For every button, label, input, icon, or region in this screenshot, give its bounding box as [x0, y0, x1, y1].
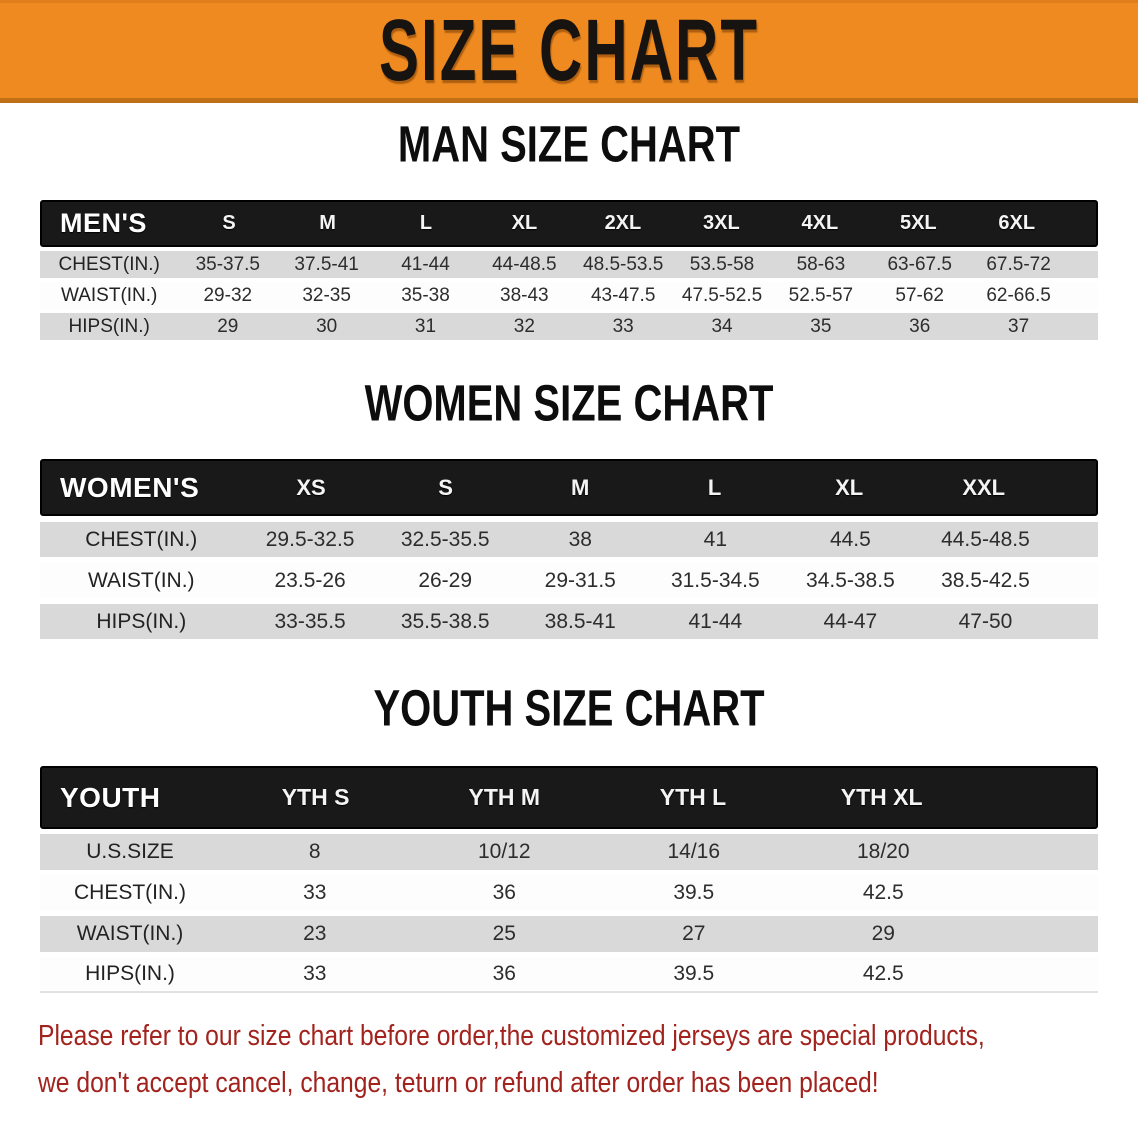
- value-cell: 37.5-41: [294, 253, 359, 275]
- value-cell: 58-63: [796, 253, 846, 275]
- value-cell: 37: [1008, 315, 1030, 337]
- men-section: [0, 116, 1138, 340]
- value-cell: 43-47.5: [590, 284, 656, 306]
- value-cell: 23: [303, 922, 327, 945]
- value-cell: 33: [303, 881, 327, 904]
- value-cell: 27: [682, 922, 706, 945]
- table-title-cell: MEN'S: [60, 208, 147, 238]
- value-cell: 53.5-58: [689, 253, 755, 275]
- value-cell: 67.5-72: [986, 253, 1051, 275]
- women-section-heading: [0, 375, 1138, 439]
- value-cell: 34.5-38.5: [806, 568, 895, 592]
- youth-size-table: [40, 766, 1098, 993]
- size-header-cell: 2XL: [604, 212, 642, 234]
- value-cell: 35.5-38.5: [400, 609, 490, 633]
- value-cell: 29: [871, 922, 895, 945]
- value-cell: 33: [303, 962, 327, 985]
- table-row: [40, 309, 1098, 340]
- value-cell: 32-35: [302, 284, 351, 306]
- value-cell: 36: [492, 962, 516, 985]
- value-cell: 38.5-41: [544, 609, 616, 633]
- value-cell: 57-62: [895, 284, 945, 306]
- measure-label-cell: HIPS(IN.): [68, 315, 150, 337]
- table-row: [40, 516, 1098, 557]
- value-cell: 39.5: [673, 962, 715, 985]
- table-row: [40, 278, 1098, 309]
- measure-label-cell: WAIST(IN.): [60, 284, 158, 306]
- table-header-row: [40, 459, 1098, 516]
- value-cell: 31.5-34.5: [670, 568, 760, 592]
- measure-label-cell: CHEST(IN.): [85, 527, 198, 551]
- value-cell: 32.5-35.5: [400, 527, 490, 551]
- value-cell: 42.5: [862, 881, 904, 904]
- value-cell: 38-43: [500, 284, 549, 306]
- size-header-cell: XL: [511, 212, 538, 234]
- table-header-row: [40, 200, 1098, 247]
- value-cell: 47.5-52.5: [681, 284, 763, 306]
- value-cell: 41: [703, 527, 727, 551]
- value-cell: 10/12: [477, 840, 531, 863]
- value-cell: 32: [513, 315, 535, 337]
- value-cell: 29: [217, 315, 239, 337]
- value-cell: 42.5: [862, 962, 904, 985]
- size-header-cell: 6XL: [998, 212, 1036, 234]
- value-cell: 52.5-57: [788, 284, 854, 306]
- value-cell: 30: [316, 315, 338, 337]
- men-heading-text: MAN SIZE CHART: [397, 116, 741, 174]
- value-cell: 33: [612, 315, 634, 337]
- table-row: [40, 598, 1098, 639]
- measure-label-cell: WAIST(IN.): [88, 568, 195, 592]
- measure-label-cell: WAIST(IN.): [76, 922, 184, 945]
- value-cell: 23.5-26: [274, 568, 346, 592]
- value-cell: 38.5-42.5: [941, 568, 1030, 592]
- value-cell: 44-48.5: [492, 253, 557, 275]
- women-heading-text: WOMEN SIZE CHART: [364, 375, 774, 433]
- women-section: [0, 375, 1138, 639]
- value-cell: 44.5: [829, 527, 871, 551]
- value-cell: 62-66.5: [986, 284, 1051, 306]
- table-row: [40, 952, 1098, 993]
- value-cell: 29-31.5: [544, 568, 616, 592]
- size-header-cell: YTH XL: [840, 784, 923, 810]
- value-cell: 14/16: [667, 840, 721, 863]
- value-cell: 31: [414, 315, 437, 337]
- size-header-cell: 4XL: [801, 212, 839, 234]
- youth-heading-text: YOUTH SIZE CHART: [373, 680, 765, 738]
- measure-label-cell: HIPS(IN.): [85, 962, 175, 985]
- size-header-cell: M: [319, 212, 336, 234]
- value-cell: 35-37.5: [195, 253, 261, 275]
- table-row: [40, 829, 1098, 870]
- value-cell: 63-67.5: [887, 253, 952, 275]
- value-cell: 33-35.5: [274, 609, 346, 633]
- youth-section-heading: [0, 680, 1138, 744]
- size-header-cell: YTH M: [468, 784, 541, 810]
- value-cell: 36: [492, 881, 516, 904]
- size-header-cell: YTH L: [659, 784, 727, 810]
- size-header-cell: S: [222, 212, 236, 234]
- table-row: [40, 911, 1098, 952]
- men-section-heading: [0, 116, 1138, 180]
- value-cell: 38: [568, 527, 592, 551]
- size-header-cell: S: [438, 474, 453, 500]
- value-cell: 29.5-32.5: [265, 527, 355, 551]
- measure-label-cell: HIPS(IN.): [96, 609, 187, 633]
- size-chart-banner: [0, 0, 1138, 103]
- size-header-cell: 3XL: [703, 212, 740, 234]
- value-cell: 18/20: [856, 840, 910, 863]
- value-cell: 44.5-48.5: [941, 527, 1030, 551]
- men-size-table: [40, 200, 1098, 340]
- youth-section: [0, 680, 1138, 993]
- value-cell: 26-29: [418, 568, 473, 592]
- size-header-cell: 5XL: [899, 212, 937, 234]
- disclaimer-line-1: Please refer to our size chart before order,the customized jerseys are special products,: [38, 1020, 985, 1052]
- disclaimer-line-2: we don't accept cancel, change, teturn or refund after order has been placed!: [38, 1067, 879, 1099]
- size-header-cell: XS: [296, 474, 326, 500]
- table-row: [40, 870, 1098, 911]
- value-cell: 39.5: [673, 881, 715, 904]
- size-header-cell: L: [707, 474, 722, 500]
- value-cell: 41-44: [688, 609, 743, 633]
- value-cell: 47-50: [958, 609, 1013, 633]
- banner-title: SIZE CHART: [379, 1, 759, 100]
- value-cell: 34: [711, 315, 733, 337]
- size-header-cell: XL: [835, 474, 864, 500]
- size-header-cell: XXL: [962, 474, 1006, 500]
- value-cell: 36: [909, 315, 931, 337]
- value-cell: 8: [308, 840, 321, 863]
- value-cell: 35-38: [401, 284, 450, 306]
- table-title-cell: WOMEN'S: [60, 471, 200, 503]
- value-cell: 44-47: [823, 609, 878, 633]
- measure-label-cell: CHEST(IN.): [74, 881, 186, 904]
- measure-label-cell: U.S.SIZE: [86, 840, 174, 863]
- table-row: [40, 557, 1098, 598]
- disclaimer: [38, 1013, 1138, 1107]
- value-cell: 41-44: [401, 253, 450, 275]
- size-header-cell: L: [419, 212, 433, 234]
- measure-label-cell: CHEST(IN.): [58, 253, 160, 275]
- value-cell: 35: [810, 315, 832, 337]
- table-title-cell: YOUTH: [60, 781, 161, 813]
- size-header-cell: YTH S: [281, 784, 350, 810]
- value-cell: 29-32: [203, 284, 253, 306]
- women-size-table: [40, 459, 1098, 639]
- value-cell: 25: [492, 922, 516, 945]
- table-row: [40, 247, 1098, 278]
- value-cell: 48.5-53.5: [583, 253, 664, 275]
- size-header-cell: M: [570, 474, 590, 500]
- table-header-row: [40, 766, 1098, 829]
